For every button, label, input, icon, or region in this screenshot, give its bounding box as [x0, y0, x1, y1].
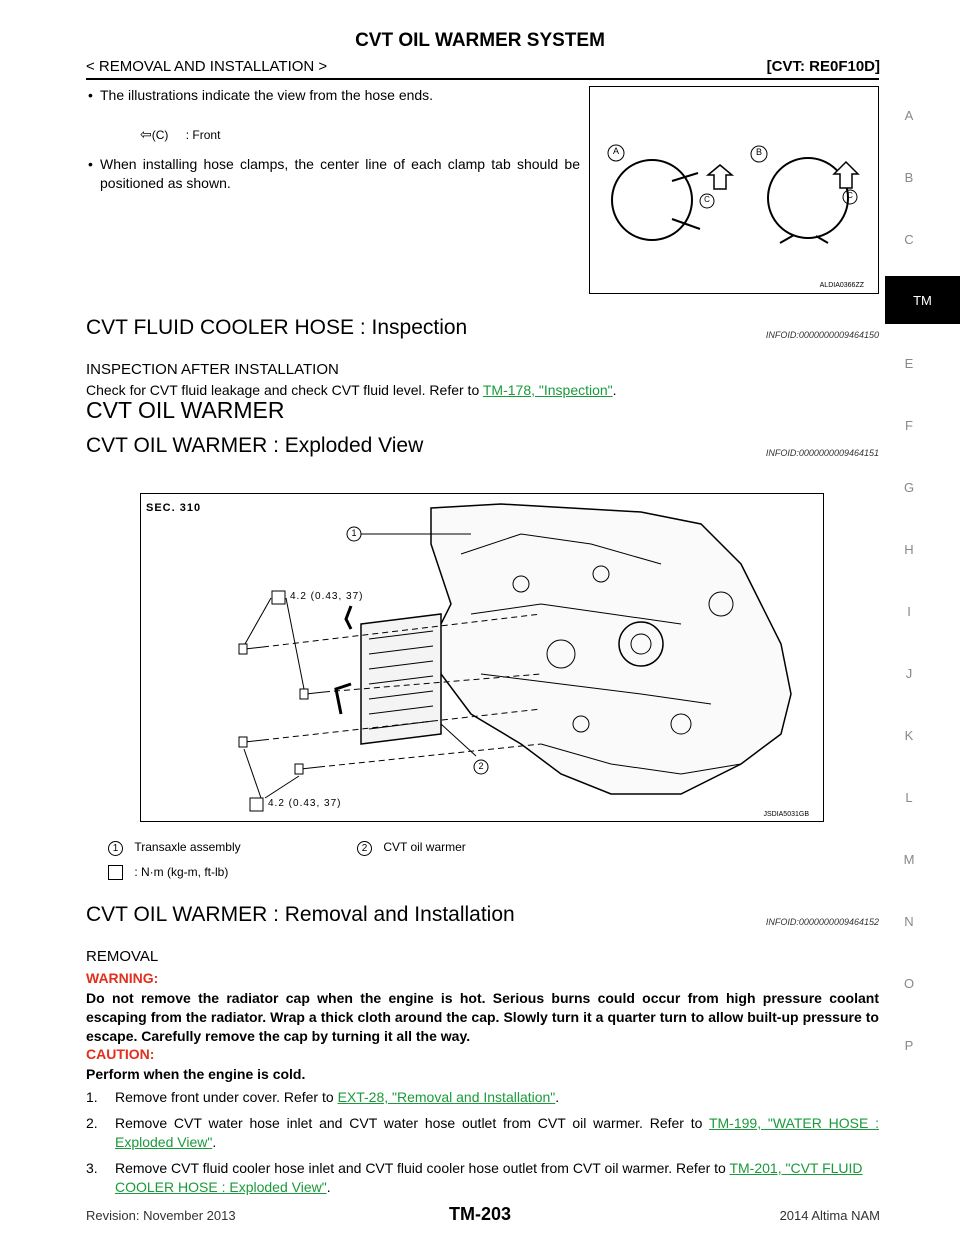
label-b: B [755, 147, 762, 157]
subheading-inspection-after-installation: INSPECTION AFTER INSTALLATION [86, 361, 339, 378]
footer-page-number: TM-203 [448, 1204, 511, 1224]
torque-wrench-icon [108, 865, 123, 880]
side-index-b[interactable]: B [904, 170, 914, 185]
intro-bullet-2: • When installing hose clamps, the center line of each clamp tab should be positioned as shown. [88, 156, 580, 191]
step-1: 1. Remove front under cover. Refer to EXT-28, "Removal and Installation". [86, 1089, 560, 1105]
header-divider [86, 78, 879, 80]
side-index-c[interactable]: C [904, 232, 914, 247]
caution-label: CAUTION: [86, 1046, 155, 1062]
callout-2: 2 [478, 761, 484, 771]
link-ext-28[interactable]: EXT-28, "Removal and Installation" [337, 1089, 556, 1105]
figure-exploded-view [140, 493, 824, 822]
section-heading-removal-installation: CVT OIL WARMER : Removal and Installation [86, 903, 515, 926]
caution-text: Perform when the engine is cold. [86, 1066, 306, 1082]
torque-spec-bottom: 4.2 (0.43, 37) [268, 798, 342, 809]
side-index-m[interactable]: M [903, 852, 915, 867]
step-3: 3. Remove CVT fluid cooler hose inlet and CVT fluid cooler hose outlet from CVT oil warmer. Refer to TM-201, "CVT FLUID COOLER HOSE : Exploded View". [86, 1160, 863, 1195]
side-index-n[interactable]: N [904, 914, 914, 929]
oil-warmer-exploded-illustration [141, 494, 823, 821]
step-2: 2. Remove CVT water hose inlet and CVT water hose outlet from CVT oil warmer. Refer to TM-199, "WATER HOSE : Exploded View". [86, 1115, 879, 1150]
section-heading-exploded-view: CVT OIL WARMER : Exploded View [86, 434, 424, 457]
side-index-k[interactable]: K [904, 728, 914, 743]
side-index-i[interactable]: I [907, 604, 911, 619]
side-index-e[interactable]: E [904, 356, 914, 371]
side-index-j[interactable]: J [905, 666, 913, 681]
main-heading-cvt-oil-warmer: CVT OIL WARMER [86, 397, 285, 423]
subheading-removal: REMOVAL [86, 948, 159, 965]
side-index-o[interactable]: O [903, 976, 915, 991]
warning-text: Do not remove the radiator cap when the engine is hot. Serious burns could occur from high pressure coolant escaping from the radiator. Wrap a thick cloth around the cap. Slowly turn it a quarter turn to allow built-up pressure to escape. Carefully remove the cap by turning it all the way. [86, 990, 879, 1044]
intro-bullet-1: • The illustrations indicate the view from the hose ends. [88, 87, 434, 103]
callout-1: 1 [351, 528, 357, 538]
section-number: SEC. 310 [146, 502, 202, 514]
side-index-p[interactable]: P [904, 1038, 914, 1053]
legend-torque-unit: : N·m (kg-m, ft-lb) [108, 865, 228, 880]
label-c-left: C [704, 195, 710, 204]
callout-1-badge: 1 [108, 841, 123, 856]
figure-hose-clamps [589, 86, 879, 294]
footer-vehicle: 2014 Altima NAM [779, 1208, 880, 1223]
info-id-exploded-view: INFOID:0000000009464151 [765, 448, 879, 458]
link-tm-201[interactable]: TM-201, "CVT FLUID COOLER HOSE : Exploded View" [115, 1160, 863, 1195]
side-index-a[interactable]: A [904, 108, 914, 123]
link-tm-178[interactable]: TM-178, "Inspection" [482, 382, 613, 398]
info-id-removal-installation: INFOID:0000000009464152 [765, 917, 879, 927]
torque-spec-top: 4.2 (0.43, 37) [290, 591, 364, 602]
side-index-tm-active[interactable]: TM [885, 276, 960, 324]
side-index-h[interactable]: H [904, 542, 914, 557]
section-heading-inspection: CVT FLUID COOLER HOSE : Inspection [86, 316, 468, 339]
side-index-f[interactable]: F [905, 418, 913, 433]
info-id-inspection: INFOID:0000000009464150 [765, 330, 879, 340]
label-c-right: C [847, 191, 853, 200]
warning-label: WARNING: [86, 970, 159, 986]
side-index-g[interactable]: G [903, 480, 915, 495]
inspection-text: Check for CVT fluid leakage and check CVT fluid level. Refer to TM-178, "Inspection". [86, 382, 617, 398]
figure-code: ALDIA0366ZZ [819, 282, 864, 289]
page-title: CVT OIL WARMER SYSTEM [355, 30, 605, 51]
footer-revision: Revision: November 2013 [86, 1208, 236, 1223]
front-legend: ⇦(C) : Front [140, 126, 221, 142]
legend-item-1: 1 Transaxle assembly [108, 840, 241, 856]
figure-code-exploded: JSDIA5031GB [763, 811, 809, 818]
link-tm-199[interactable]: TM-199, "WATER HOSE : Exploded View" [115, 1115, 879, 1150]
arrow-left-icon: ⇦ [140, 126, 152, 142]
side-index-l[interactable]: L [905, 790, 913, 805]
model-code: [CVT: RE0F10D] [766, 58, 880, 75]
hose-clamp-illustration [590, 87, 878, 293]
legend-item-2: 2 CVT oil warmer [357, 840, 466, 856]
section-breadcrumb: < REMOVAL AND INSTALLATION > [86, 58, 328, 75]
callout-2-badge: 2 [357, 841, 372, 856]
label-a: A [612, 146, 619, 156]
